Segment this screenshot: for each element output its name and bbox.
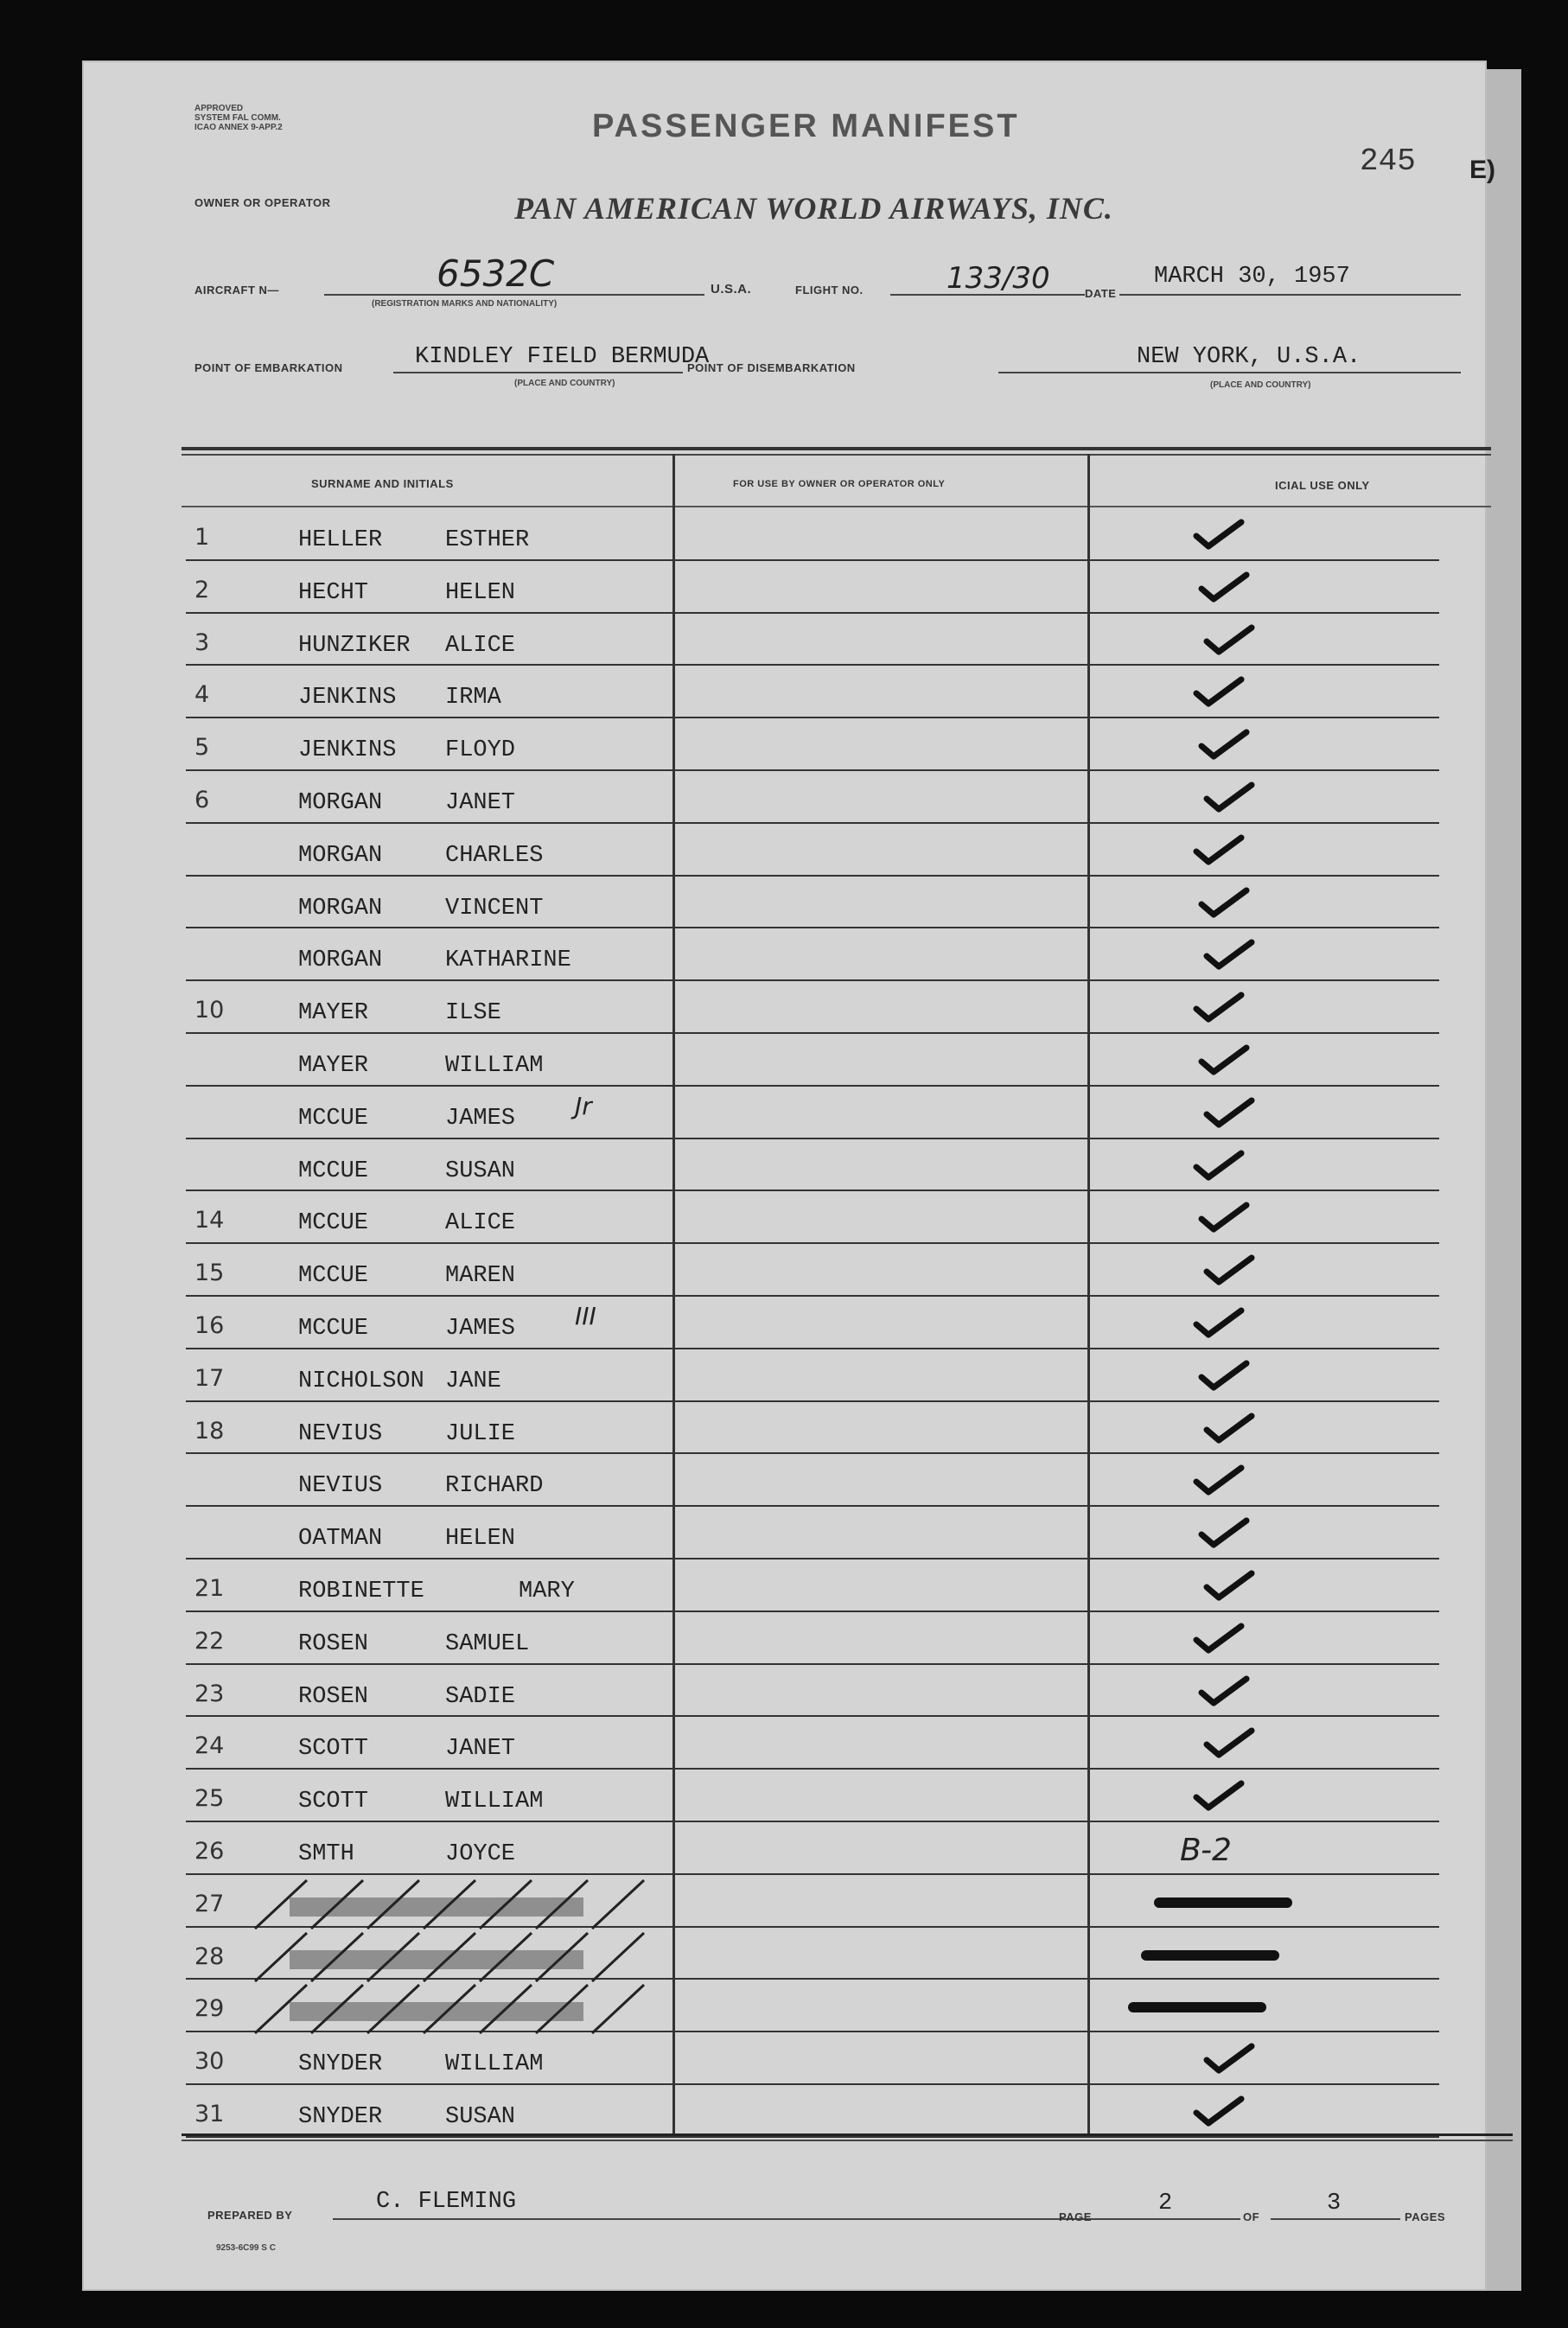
disembark-sub: (PLACE AND COUNTRY) [1210, 380, 1311, 390]
void-dash-mark [1141, 1950, 1279, 1961]
disembark-label: POINT OF DISEMBARKATION [687, 361, 856, 374]
of-label: OF [1243, 2210, 1260, 2223]
manifest-sheet [82, 61, 1495, 2291]
passenger-surname: MORGAN [298, 790, 383, 816]
col-surname: SURNAME AND INITIALS [311, 477, 454, 490]
row-rule [186, 1400, 1439, 1402]
disembark-value: NEW YORK, U.S.A. [1137, 344, 1361, 370]
row-number: 31 [194, 2101, 225, 2127]
embark-label: POINT OF EMBARKATION [194, 361, 343, 374]
passenger-surname: JENKINS [298, 685, 397, 711]
row-rule [186, 1821, 1439, 1822]
passenger-given-name: ALICE [445, 1210, 516, 1237]
check-mark-icon [1198, 727, 1250, 762]
passenger-given-name: JULIE [445, 1420, 516, 1447]
passenger-given-name: ILSE [445, 1000, 501, 1027]
stamp-number: 245 [1360, 144, 1416, 179]
passenger-given-name: WILLIAM [445, 2051, 544, 2078]
row-number: 30 [194, 2048, 225, 2076]
passenger-surname: MCCUE [298, 1158, 369, 1184]
row-rule [186, 1295, 1439, 1297]
date-label: DATE [1085, 287, 1117, 300]
row-number: 16 [194, 1312, 225, 1339]
passenger-given-name: JANE [445, 1368, 501, 1394]
passenger-surname: SNYDER [298, 2104, 383, 2130]
passenger-given-name: JANET [445, 790, 516, 816]
page-value: 2 [1158, 2191, 1173, 2216]
check-mark-icon [1198, 885, 1250, 920]
flight-value: 133/30 [947, 261, 1050, 296]
passenger-surname: SNYDER [298, 2051, 383, 2078]
passenger-surname: NICHOLSON [298, 1368, 424, 1394]
check-mark-icon [1203, 1411, 1255, 1445]
row-rule [186, 1610, 1439, 1612]
passenger-given-name: SADIE [445, 1683, 516, 1710]
passenger-given-name: KATHARINE [445, 947, 571, 974]
check-mark-icon [1193, 1305, 1245, 1340]
void-dash-mark [1154, 1897, 1292, 1908]
passenger-given-name: VINCENT [445, 895, 544, 922]
prepared-label: PREPARED BY [207, 2209, 293, 2222]
row-rule [186, 1873, 1439, 1875]
passenger-given-name: HELEN [445, 1526, 516, 1553]
passenger-surname: HELLER [298, 527, 383, 553]
strike-through-scribble [238, 1931, 687, 1983]
passenger-surname: NEVIUS [298, 1420, 383, 1447]
passenger-surname: SMTH [298, 1841, 354, 1867]
void-dash-mark [1128, 2002, 1266, 2012]
check-mark-icon [1193, 832, 1245, 867]
pages-label: PAGES [1405, 2210, 1446, 2223]
passenger-surname: MCCUE [298, 1105, 369, 1132]
passenger-given-name: JAMES [445, 1316, 516, 1342]
check-mark-icon [1203, 1253, 1255, 1287]
check-mark-icon [1198, 1358, 1250, 1393]
official-annotation: B-2 [1180, 1833, 1232, 1868]
strike-through-scribble [238, 1878, 687, 1930]
row-number: 18 [194, 1417, 225, 1445]
check-mark-icon [1203, 2041, 1255, 2076]
check-mark-icon [1193, 674, 1245, 709]
passenger-given-name: SUSAN [445, 2104, 516, 2130]
row-rule [186, 822, 1439, 824]
check-mark-icon [1193, 517, 1245, 552]
col-official: ICIAL USE ONLY [1275, 479, 1370, 492]
row-number: 3 [194, 628, 210, 656]
row-number: 17 [194, 1364, 225, 1392]
row-rule [186, 1085, 1439, 1087]
passenger-given-name: CHARLES [445, 842, 544, 869]
row-rule [186, 1032, 1439, 1034]
passenger-given-name: HELEN [445, 579, 516, 606]
check-mark-icon [1203, 937, 1255, 972]
row-number: 15 [194, 1260, 225, 1287]
passenger-given-name: JANET [445, 1736, 516, 1763]
row-number: 28 [194, 1942, 225, 1970]
passenger-surname: MCCUE [298, 1263, 369, 1290]
passenger-surname: HUNZIKER [298, 632, 411, 659]
row-number: 1 [194, 524, 210, 551]
usa-label: U.S.A. [711, 282, 752, 297]
row-rule [186, 1242, 1439, 1244]
aircraft-label: AIRCRAFT N— [194, 284, 279, 297]
row-rule [186, 1138, 1439, 1139]
date-value: MARCH 30, 1957 [1154, 264, 1350, 290]
check-mark-icon [1203, 622, 1255, 657]
passenger-surname: MAYER [298, 1053, 369, 1079]
passenger-surname: MAYER [298, 1000, 369, 1027]
check-mark-icon [1198, 1043, 1250, 1077]
embark-sub: (PLACE AND COUNTRY) [514, 379, 615, 388]
check-mark-icon [1198, 1674, 1250, 1708]
row-number: 23 [194, 1680, 225, 1707]
passenger-surname: MCCUE [298, 1316, 369, 1342]
strike-through-scribble [238, 1983, 687, 2035]
row-number: 29 [194, 1995, 225, 2023]
row-rule [186, 1505, 1439, 1507]
passenger-surname: MORGAN [298, 895, 383, 922]
prepared-value: C. FLEMING [376, 2189, 517, 2215]
page-label: PAGE [1059, 2210, 1092, 2223]
passenger-surname: ROSEN [298, 1683, 369, 1710]
passenger-given-name: SAMUEL [445, 1630, 530, 1657]
passenger-surname: ROSEN [298, 1630, 369, 1657]
passenger-surname: MORGAN [298, 947, 383, 974]
passenger-surname: OATMAN [298, 1526, 383, 1553]
row-rule [186, 1190, 1439, 1191]
check-mark-icon [1203, 780, 1255, 814]
passenger-surname: MORGAN [298, 842, 383, 869]
embark-value: KINDLEY FIELD BERMUDA [415, 344, 710, 370]
row-rule [186, 1715, 1439, 1717]
row-number: 25 [194, 1785, 225, 1813]
row-number: 26 [194, 1838, 225, 1865]
passenger-given-name: FLOYD [445, 737, 516, 764]
row-rule [186, 1663, 1439, 1665]
form-code: 9253-6C99 S C [216, 2243, 276, 2253]
margin-mark: E) [1469, 156, 1495, 184]
check-mark-icon [1203, 1568, 1255, 1603]
passenger-surname: JENKINS [298, 737, 397, 764]
passenger-given-name: RICHARD [445, 1473, 544, 1500]
row-rule [186, 979, 1439, 981]
row-rule [186, 2136, 1439, 2138]
passenger-surname: MCCUE [298, 1210, 369, 1237]
check-mark-icon [1193, 1621, 1245, 1655]
passenger-given-name: IRMA [445, 685, 501, 711]
row-rule [186, 717, 1439, 718]
flight-label: FLIGHT NO. [795, 284, 864, 297]
owner-value: PAN AMERICAN WORLD AIRWAYS, INC. [514, 191, 1113, 226]
row-number: 14 [194, 1207, 225, 1234]
aircraft-value: 6532C [437, 252, 555, 295]
passenger-surname: NEVIUS [298, 1473, 383, 1500]
passenger-given-name: MARY [519, 1579, 575, 1604]
passenger-surname: SCOTT [298, 1736, 369, 1763]
passenger-given-name: WILLIAM [445, 1789, 544, 1815]
row-number: 4 [194, 681, 210, 709]
check-mark-icon [1193, 1463, 1245, 1497]
row-rule [186, 1452, 1439, 1454]
owner-label: OWNER OR OPERATOR [194, 196, 331, 209]
passenger-surname: SCOTT [298, 1789, 369, 1815]
row-rule [186, 1558, 1439, 1559]
row-rule [186, 664, 1439, 666]
passenger-given-name: ESTHER [445, 527, 530, 553]
aircraft-sub: (REGISTRATION MARKS AND NATIONALITY) [372, 299, 558, 309]
row-number: 5 [194, 734, 210, 762]
row-number: 2 [194, 576, 210, 603]
passenger-given-name: SUSAN [445, 1158, 516, 1184]
row-number: 6 [194, 787, 210, 813]
of-value: 3 [1327, 2191, 1342, 2216]
row-number: 24 [194, 1732, 225, 1760]
row-rule [186, 2083, 1439, 2085]
row-rule [186, 769, 1439, 771]
row-rule [186, 559, 1439, 561]
check-mark-icon [1203, 1095, 1255, 1130]
passenger-given-name: ALICE [445, 632, 516, 659]
row-rule [186, 1768, 1439, 1770]
row-number: 21 [194, 1575, 225, 1602]
check-mark-icon [1198, 1200, 1250, 1234]
passenger-given-name: WILLIAM [445, 1053, 544, 1079]
passenger-surname: HECHT [298, 579, 369, 606]
col-owner: FOR USE BY OWNER OR OPERATOR ONLY [733, 479, 946, 489]
row-rule [186, 875, 1439, 877]
approval-note: APPROVED SYSTEM FAL COMM. ICAO ANNEX 9-APP.2 [194, 104, 283, 132]
row-number: 27 [194, 1890, 225, 1917]
check-mark-icon [1193, 1778, 1245, 1813]
row-rule [186, 612, 1439, 614]
passenger-given-name: JAMES [445, 1105, 516, 1132]
row-rule [186, 927, 1439, 928]
row-number: 22 [194, 1627, 225, 1655]
check-mark-icon [1203, 1725, 1255, 1760]
passenger-surname: ROBINETTE [298, 1579, 424, 1604]
form-title: PASSENGER MANIFEST [592, 108, 1020, 144]
check-mark-icon [1193, 1148, 1245, 1183]
passenger-given-name: JOYCE [445, 1841, 516, 1867]
row-rule [186, 1348, 1439, 1349]
check-mark-icon [1198, 570, 1250, 604]
check-mark-icon [1193, 990, 1245, 1024]
passenger-given-name: MAREN [445, 1263, 516, 1290]
check-mark-icon [1198, 1515, 1250, 1550]
row-number: 10 [194, 997, 225, 1024]
check-mark-icon [1193, 2094, 1245, 2128]
handwritten-note: III [575, 1302, 596, 1330]
handwritten-note: Jr [575, 1091, 592, 1120]
